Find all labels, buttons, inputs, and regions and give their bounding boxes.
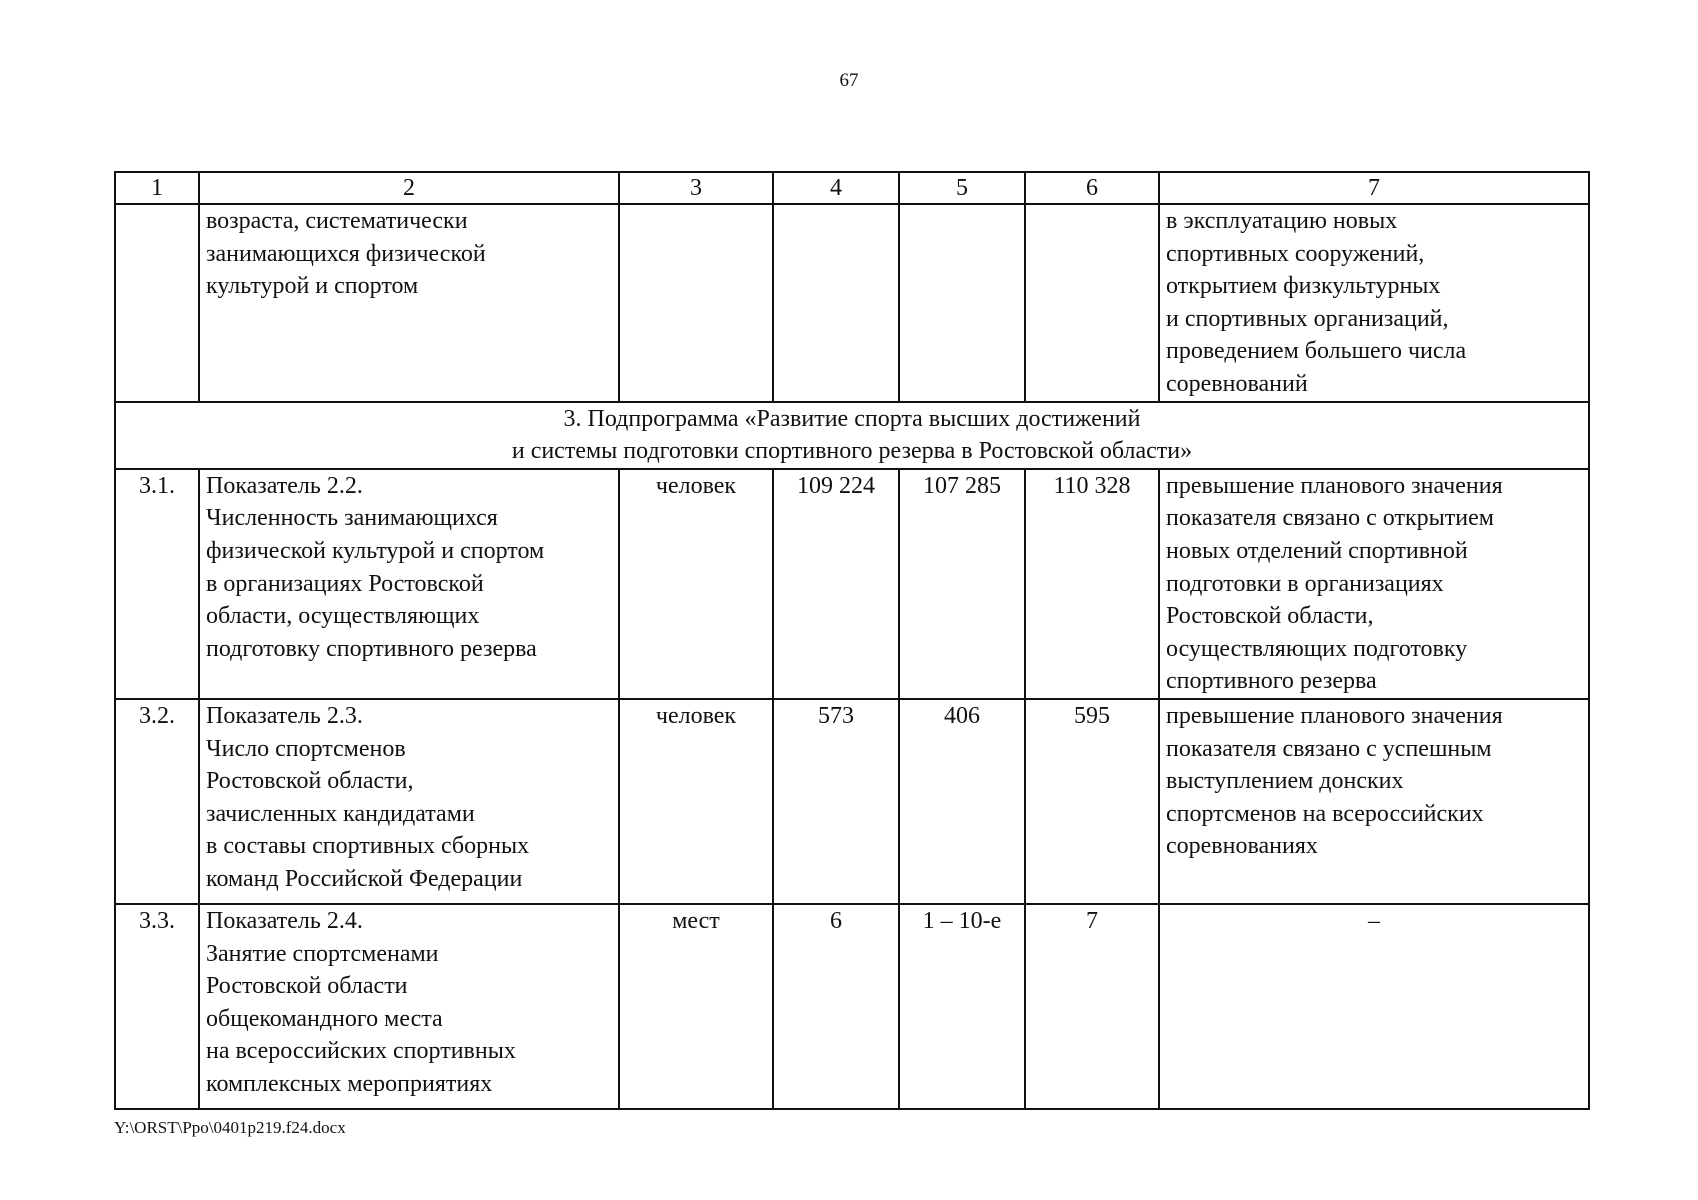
unit-cell: человек <box>619 469 773 699</box>
indicator-line: Показатель 2.3. <box>206 702 363 729</box>
row-number-cell: 3.2. <box>115 699 199 904</box>
note-line: Ростовской области, <box>1166 603 1374 630</box>
value-cell <box>899 204 1025 402</box>
section-row <box>115 402 1589 469</box>
note-line: спортивного резерва <box>1166 668 1377 695</box>
column-number-row <box>115 172 1589 204</box>
note-line: соревнованиях <box>1166 833 1318 860</box>
note-line: показателя связано с успешным <box>1166 735 1492 762</box>
indicator-line: на всероссийских спортивных <box>206 1038 516 1065</box>
indicator-line: Численность занимающихся <box>206 505 498 532</box>
indicator-line: в составы спортивных сборных <box>206 833 530 860</box>
note-line: проведением большего числа <box>1166 338 1467 365</box>
value-cell: 6 <box>773 904 899 1109</box>
unit-cell <box>619 204 773 402</box>
value-cell: 110 328 <box>1025 469 1159 699</box>
column-number-cell: 3 <box>619 172 773 204</box>
unit-cell: человек <box>619 699 773 904</box>
continuation-row <box>115 204 1589 402</box>
indicator-line: занимающихся физической <box>206 240 486 267</box>
note-line: превышение планового значения <box>1166 702 1503 729</box>
note-line: спортсменов на всероссийских <box>1166 800 1484 827</box>
column-number-cell: 4 <box>773 172 899 204</box>
indicator-line: зачисленных кандидатами <box>206 800 475 827</box>
indicator-line: комплексных мероприятиях <box>206 1070 493 1097</box>
note-line: осуществляющих подготовку <box>1166 635 1468 662</box>
value-cell: 107 285 <box>899 469 1025 699</box>
column-number-cell: 7 <box>1159 172 1589 204</box>
value-cell <box>1025 204 1159 402</box>
value-cell: 406 <box>899 699 1025 904</box>
note-cell <box>1159 699 1589 904</box>
indicator-line: Число спортсменов <box>206 735 406 762</box>
table-row <box>115 904 1589 1109</box>
indicator-line: в организациях Ростовской <box>206 570 484 597</box>
note-line: выступлением донских <box>1166 768 1404 795</box>
note-line: в эксплуатацию новых <box>1166 208 1398 234</box>
indicator-cell <box>199 204 619 402</box>
indicator-line: Показатель 2.2. <box>206 472 363 499</box>
note-line: превышение планового значения <box>1166 472 1503 499</box>
table-row <box>115 469 1589 699</box>
indicator-line: Показатель 2.4. <box>206 907 363 934</box>
indicator-line: Занятие спортсменами <box>206 940 439 967</box>
indicator-cell <box>199 469 619 699</box>
note-line: показателя связано с открытием <box>1166 505 1494 532</box>
page-number: 67 <box>839 70 859 91</box>
note-line: подготовки в организациях <box>1166 570 1444 597</box>
note-line: – <box>1368 907 1380 934</box>
indicator-line: культурой и спортом <box>206 273 419 300</box>
column-number-cell: 5 <box>899 172 1025 204</box>
column-number-cell: 1 <box>115 172 199 204</box>
value-cell: 1 – 10-е <box>899 904 1025 1109</box>
note-cell <box>1159 469 1589 699</box>
row-number-cell: 3.1. <box>115 469 199 699</box>
value-cell: 595 <box>1025 699 1159 904</box>
row-number-cell <box>115 204 199 402</box>
note-line: открытием физкультурных <box>1166 273 1441 300</box>
note-line: соревнований <box>1166 370 1308 397</box>
indicator-line: области, осуществляющих <box>206 603 480 630</box>
note-line: новых отделений спортивной <box>1166 537 1468 564</box>
note-line: и спортивных организаций, <box>1166 305 1449 332</box>
section-title-line: и системы подготовки спортивного резерва в Ростовской области» <box>511 438 1193 465</box>
column-number-cell: 2 <box>199 172 619 204</box>
indicator-line: команд Российской Федерации <box>206 865 523 892</box>
indicator-line: подготовку спортивного резерва <box>206 635 537 662</box>
indicator-line: общекомандного места <box>206 1005 443 1032</box>
unit-cell: мест <box>619 904 773 1109</box>
value-cell: 573 <box>773 699 899 904</box>
section-title <box>115 402 1589 469</box>
value-cell <box>773 204 899 402</box>
section-title-line: 3. Подпрограмма «Развитие спорта высших достижений <box>563 405 1141 432</box>
column-number-cell: 6 <box>1025 172 1159 204</box>
note-cell <box>1159 204 1589 402</box>
footer-file-path: Y:\ORST\Ppo\0401p219.f24.docx <box>114 1118 346 1137</box>
value-cell: 109 224 <box>773 469 899 699</box>
indicators-table <box>114 171 1590 1110</box>
indicator-line: возраста, систематически <box>206 208 468 234</box>
indicator-line: Ростовской области, <box>206 768 414 795</box>
indicator-cell <box>199 904 619 1109</box>
indicator-cell <box>199 699 619 904</box>
row-number-cell: 3.3. <box>115 904 199 1109</box>
value-cell: 7 <box>1025 904 1159 1109</box>
table-row <box>115 699 1589 904</box>
note-line: спортивных сооружений, <box>1166 240 1425 267</box>
note-cell <box>1159 904 1589 1109</box>
indicator-line: Ростовской области <box>206 973 408 1000</box>
indicator-line: физической культурой и спортом <box>206 537 545 564</box>
